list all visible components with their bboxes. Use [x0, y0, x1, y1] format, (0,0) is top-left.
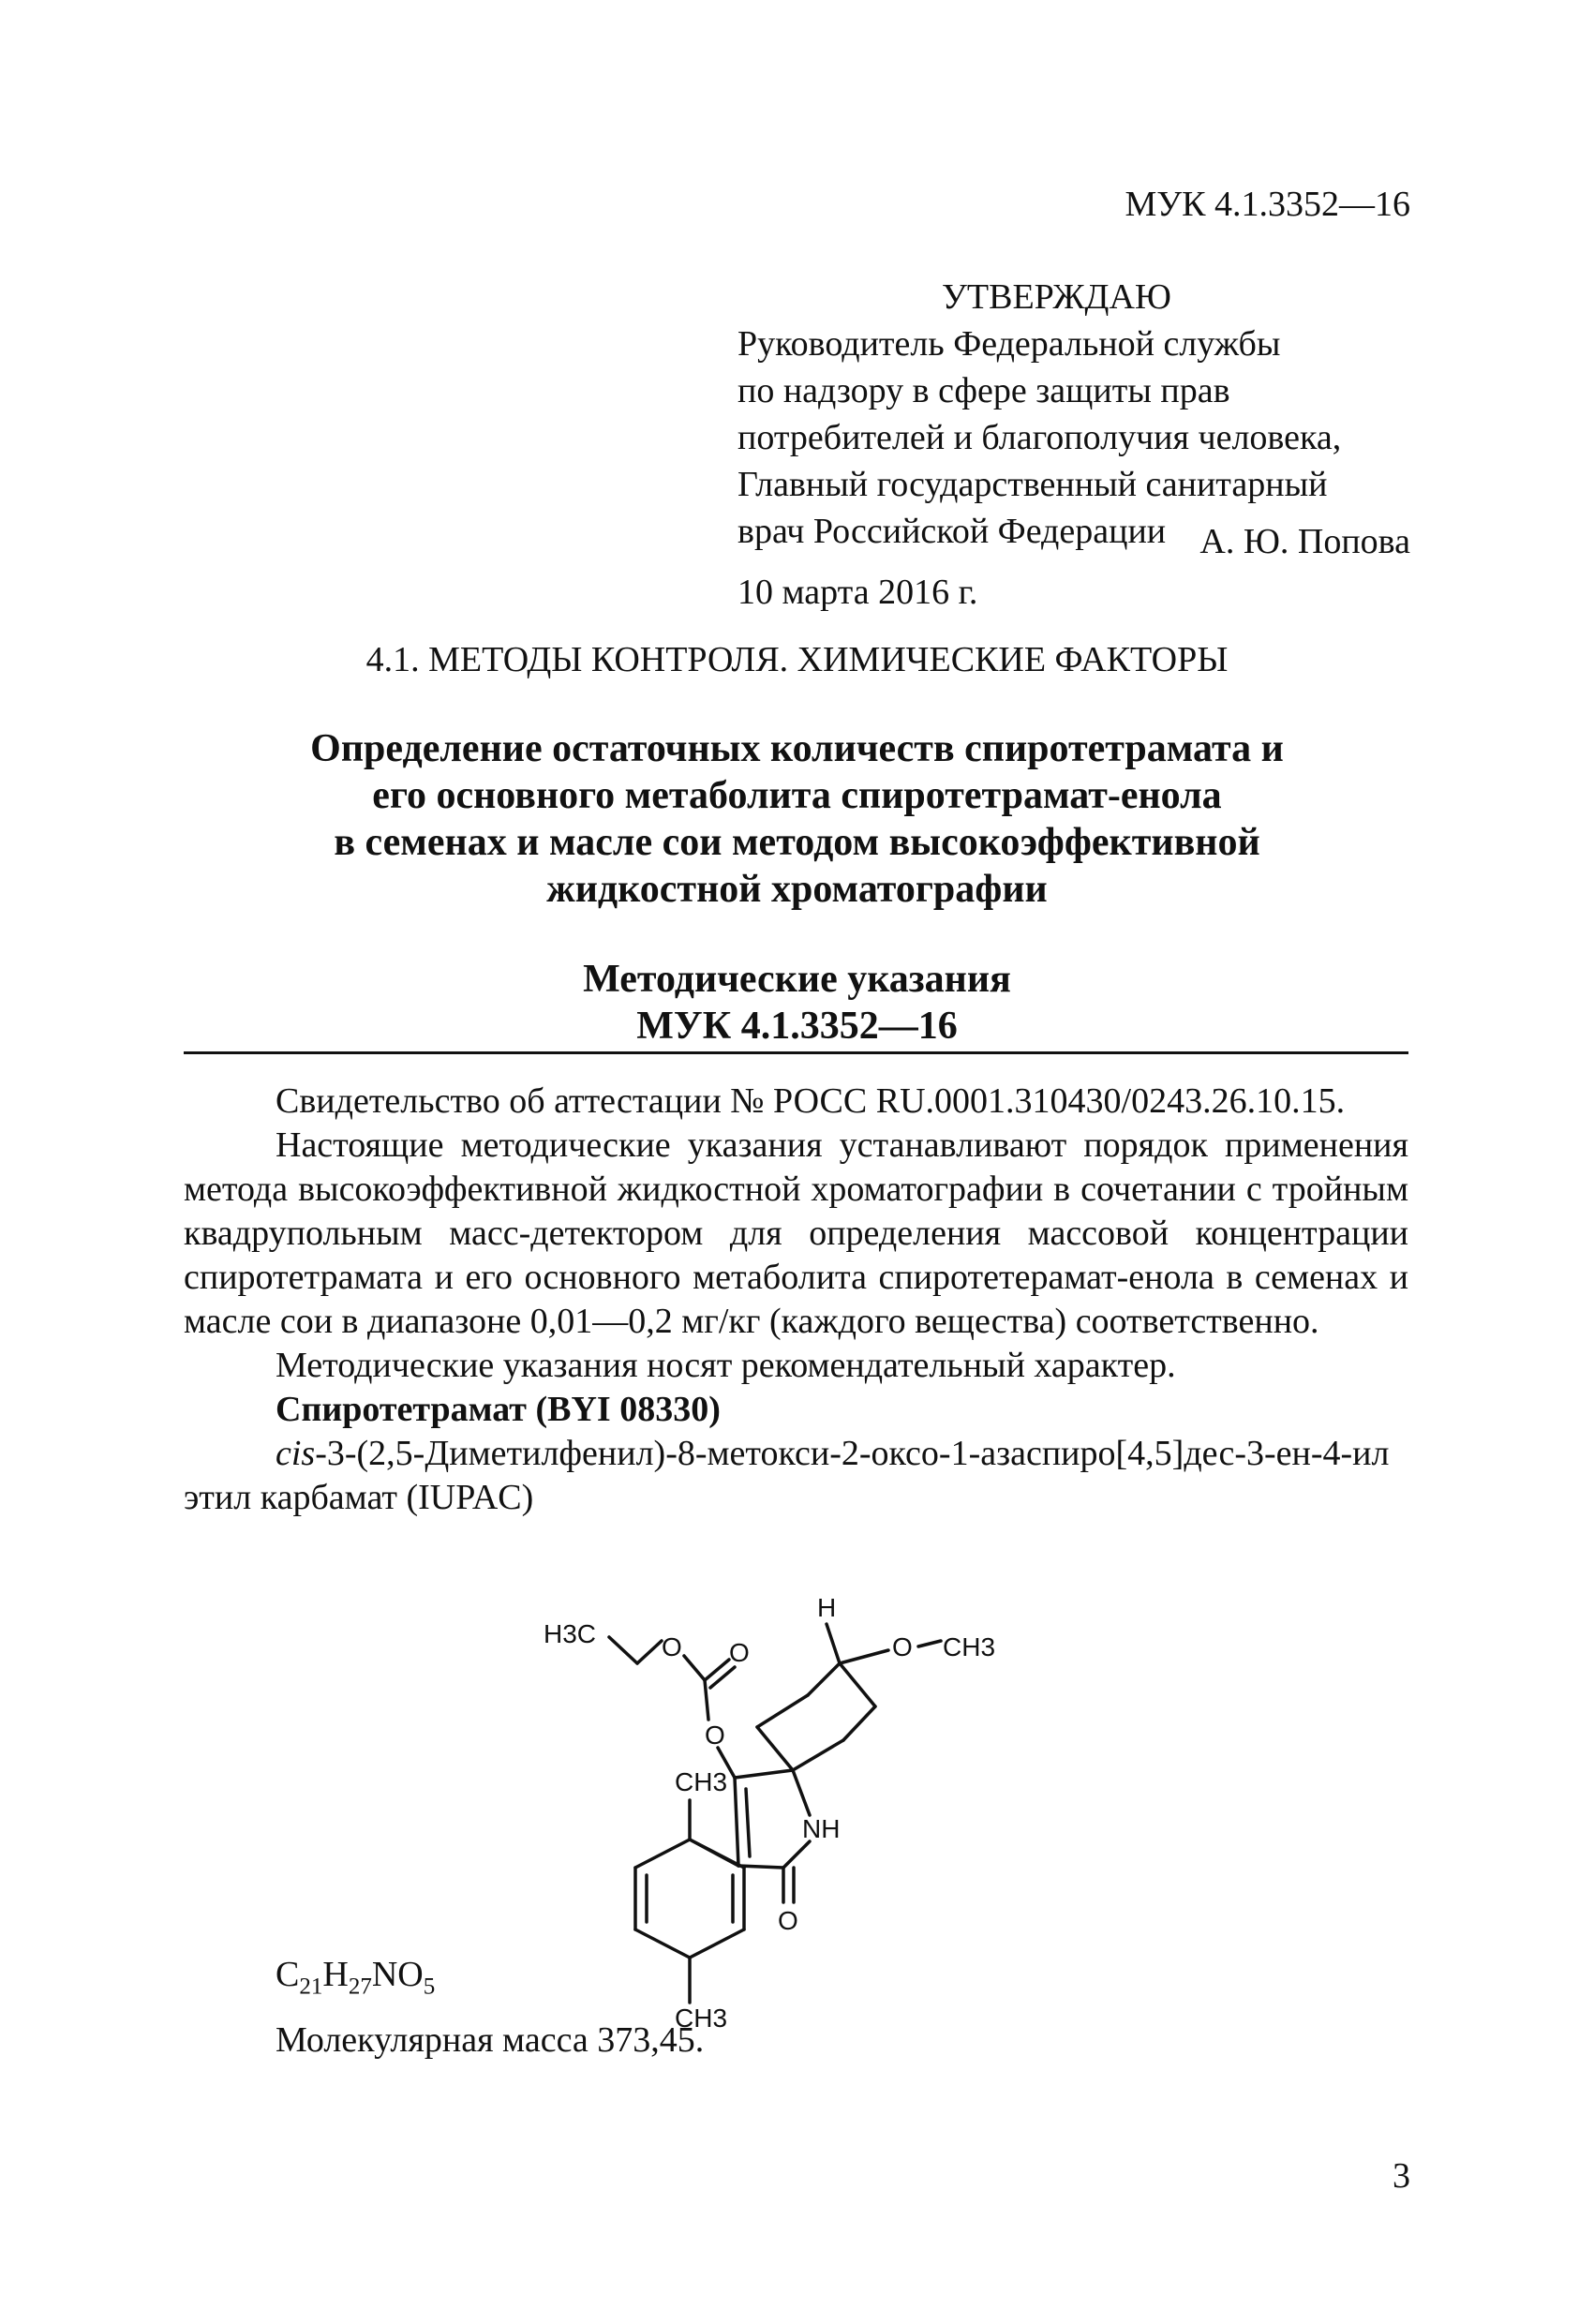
formula-part: C — [276, 1955, 300, 1994]
title-line: Определение остаточных количеств спиротетрамата и — [310, 727, 1284, 770]
bond — [635, 1840, 690, 1868]
title-line: его основного метаболита спиротетрамат-енола — [372, 774, 1222, 817]
structural-formula — [184, 1570, 1408, 2080]
atom-label: O — [778, 1906, 798, 1935]
bond — [637, 1641, 662, 1663]
atom-label: O — [662, 1632, 682, 1661]
iupac-rest: -3-(2,5-Диметилфенил)-8-метокси-2-оксо-1-азаспиро[4,5]дес-3-ен-4-ил этил карбамат (IUPAC) — [184, 1434, 1390, 1517]
molecular-formula — [276, 1954, 435, 2001]
approval-line: потребителей и благополучия человека, — [737, 418, 1342, 457]
approval-line: Главный государственный санитарный — [737, 465, 1328, 504]
atom-label: CH3 — [675, 1767, 728, 1796]
bond — [609, 1637, 637, 1663]
atom-label: H — [817, 1593, 837, 1622]
bond — [684, 1656, 705, 1680]
approval-line: врач Российской Федерации — [737, 512, 1167, 551]
bond — [793, 1770, 810, 1815]
advisory-paragraph: Методические указания носят рекомендательный характер. — [276, 1346, 1176, 1385]
bond — [827, 1624, 840, 1663]
document-subtitle — [0, 956, 1594, 1050]
formula-part: H — [322, 1955, 349, 1994]
certificate-paragraph: Свидетельство об аттестации № РОСС RU.0001.310430/0243.26.10.15. — [276, 1081, 1346, 1121]
subtitle-line: Методические указания — [583, 958, 1011, 1001]
bond — [710, 1667, 735, 1688]
atom-label: H3C — [544, 1619, 597, 1648]
molecule-structure-diagram — [184, 1570, 1408, 2080]
formula-subscript: 21 — [299, 1974, 323, 2000]
bond — [918, 1641, 941, 1646]
bond — [635, 1929, 690, 1958]
approval-date: 10 марта 2016 г. — [737, 573, 978, 612]
document-title — [0, 725, 1594, 913]
horizontal-rule — [184, 1051, 1408, 1054]
bond — [735, 1770, 793, 1778]
formula-subscript: 27 — [348, 1974, 372, 2000]
formula-part: NO — [371, 1955, 424, 1994]
atom-label: CH3 — [943, 1632, 996, 1661]
scope-paragraph: Настоящие методические указания устанавливают порядок применения метода высокоэффективной жидкостной хроматографии в сочетании с тройным квадрупольным масс-детектором для определения массовой концентрации спиротетрамата и его основного метаболита спиротетерамат-енола в семенах и масле сои в диапазоне 0,01—0,2 мг/кг (каждого вещества) соответственно. — [184, 1125, 1408, 1341]
bond — [808, 1663, 840, 1695]
subtitle-code: МУК 4.1.3352—16 — [636, 1005, 958, 1048]
molecular-mass: Молекулярная масса 373,45. — [276, 2020, 705, 2060]
bond — [757, 1695, 808, 1727]
bond — [793, 1740, 843, 1770]
atom-label: O — [892, 1632, 913, 1661]
approval-block — [737, 274, 1341, 555]
bond — [746, 1789, 750, 1856]
iupac-name — [184, 1432, 1408, 1520]
bond — [840, 1650, 888, 1663]
body-text — [184, 1080, 1408, 1520]
title-line: жидкостной хроматографии — [546, 868, 1048, 911]
document-code: МУК 4.1.3352—16 — [1125, 185, 1410, 224]
bond — [705, 1680, 708, 1720]
atom-label: CH3 — [675, 2004, 728, 2033]
compound-heading: Спиротетрамат (BYI 08330) — [276, 1390, 721, 1429]
approval-line: по надзору в сфере защиты прав — [737, 371, 1230, 410]
title-line: в семенах и масле сои методом высокоэффективной — [334, 821, 1260, 864]
atom-label: O — [729, 1638, 750, 1667]
page-number: 3 — [1393, 2156, 1410, 2196]
bond — [783, 1841, 810, 1868]
approval-line: Руководитель Федеральной службы — [737, 324, 1281, 364]
approval-heading: УТВЕРЖДАЮ — [942, 277, 1171, 317]
iupac-prefix: cis — [276, 1434, 316, 1473]
atom-label: O — [705, 1721, 725, 1750]
bond — [690, 1929, 744, 1958]
atom-label: NH — [802, 1814, 841, 1843]
bond — [843, 1706, 875, 1740]
bond — [705, 1660, 729, 1680]
bond — [735, 1778, 738, 1866]
section-heading: 4.1. МЕТОДЫ КОНТРОЛЯ. ХИМИЧЕСКИЕ ФАКТОРЫ — [365, 640, 1229, 679]
bond — [757, 1727, 793, 1770]
formula-subscript: 5 — [423, 1974, 436, 2000]
approval-signer: А. Ю. Попова — [1199, 522, 1410, 561]
bond — [840, 1663, 875, 1706]
